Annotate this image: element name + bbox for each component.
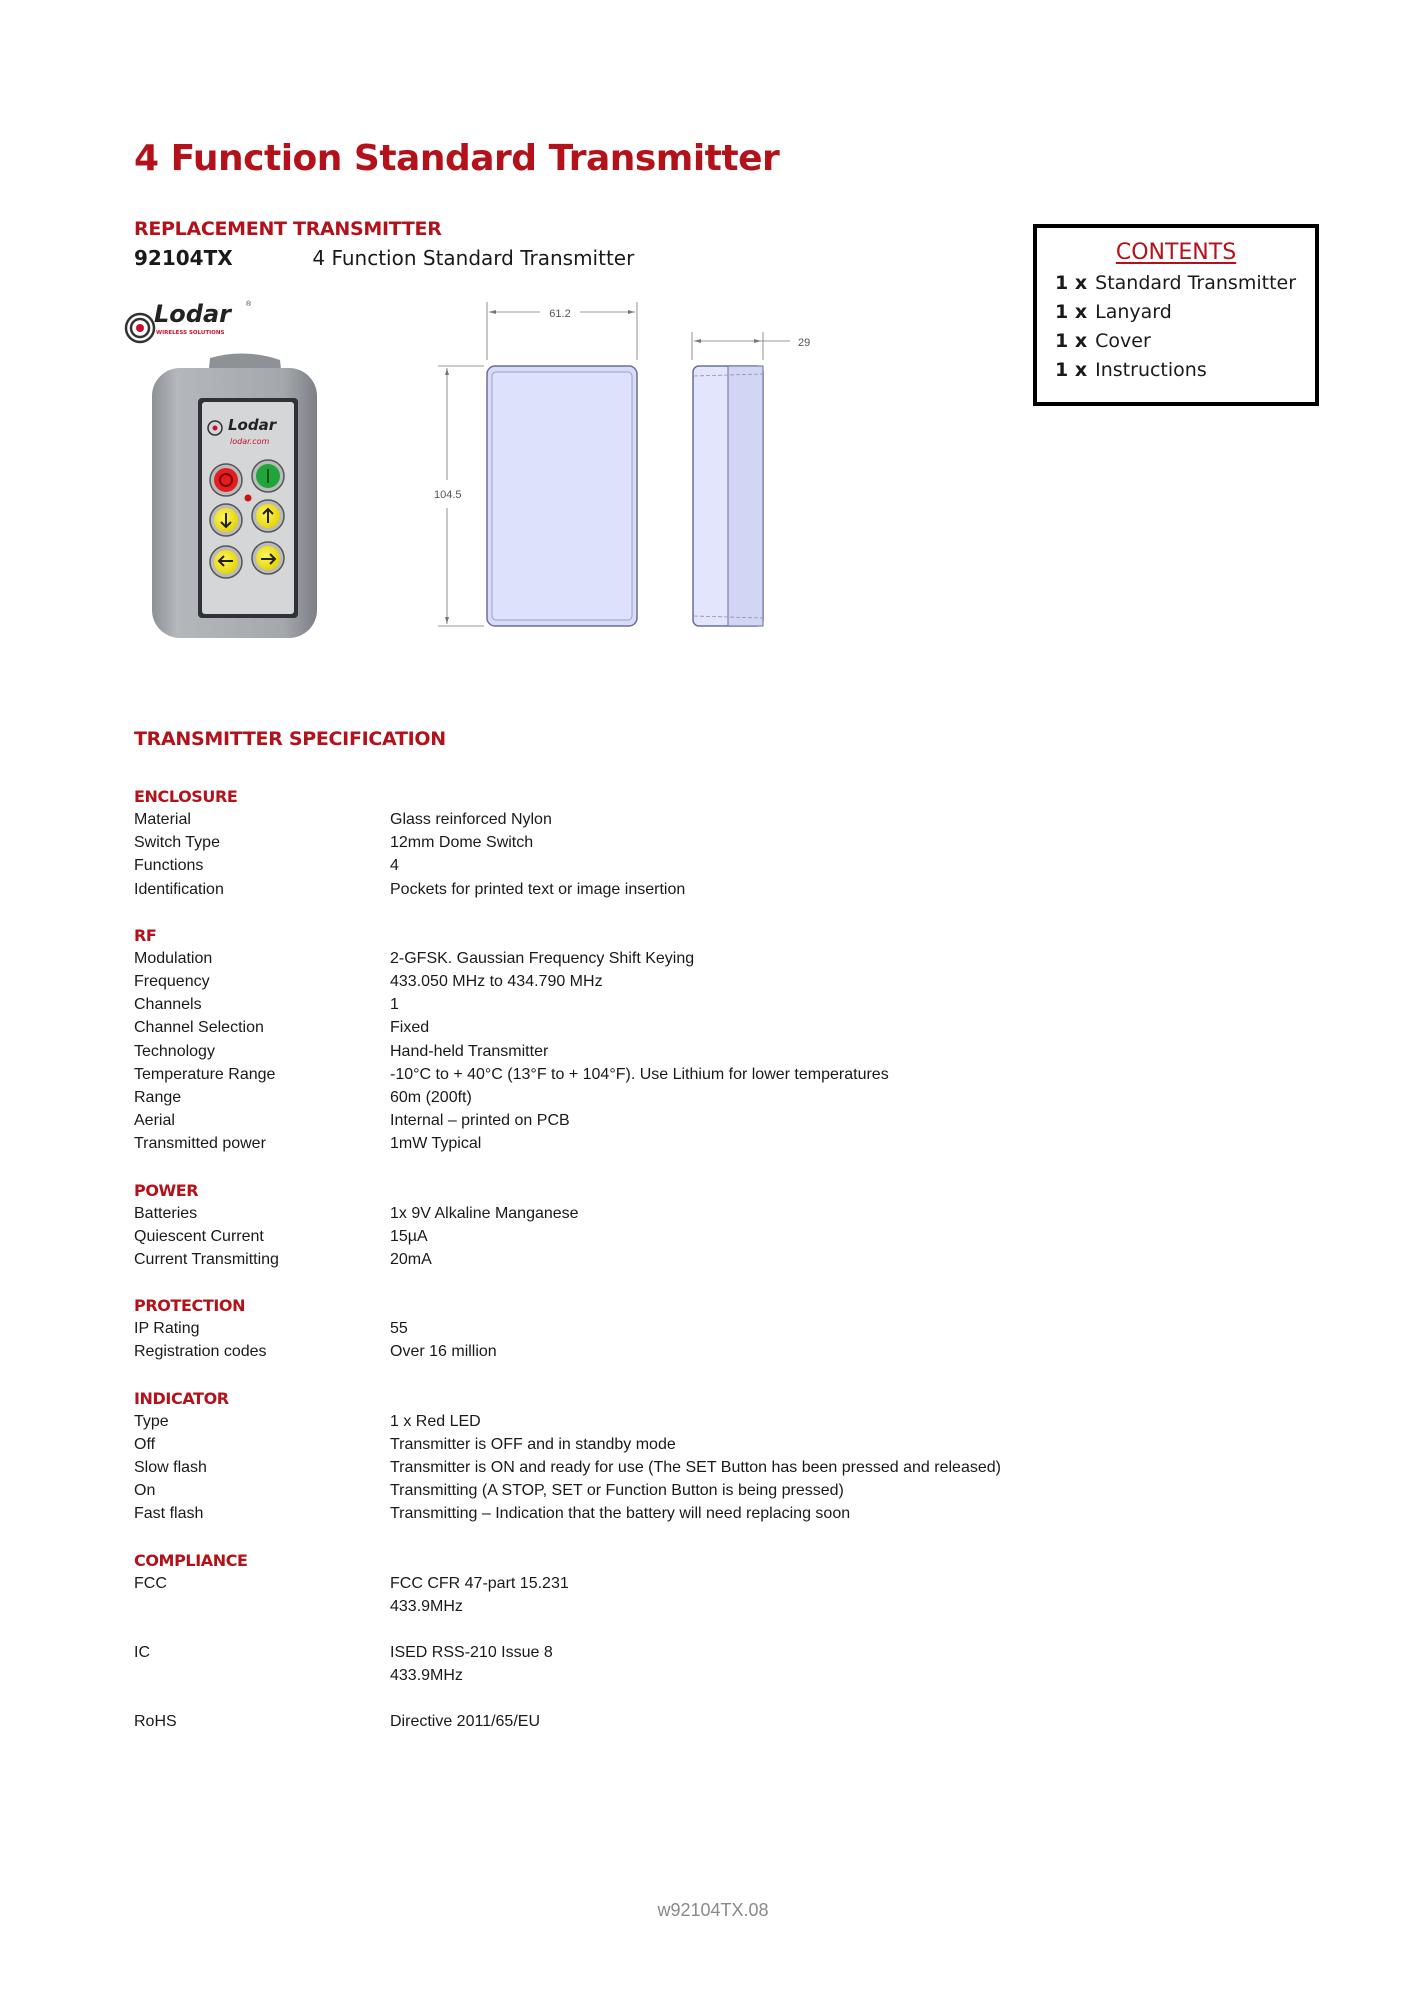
spec-value: Transmitter is ON and ready for use (The SET Button has been pressed and released) <box>390 1459 1001 1477</box>
spec-key: Transmitted power <box>134 1135 266 1153</box>
spec-key: Type <box>134 1412 169 1430</box>
spec-heading: TRANSMITTER SPECIFICATION <box>134 728 446 750</box>
spec-value: 2-GFSK. Gaussian Frequency Shift Keying <box>390 949 695 967</box>
transmitter-photo <box>150 350 325 650</box>
logo-tagline: WIRELESS SOLUTIONS <box>156 330 225 336</box>
spec-value: 12mm Dome Switch <box>390 834 534 852</box>
spec-value: FCC CFR 47-part 15.231 <box>390 1574 569 1592</box>
contents-item <box>1055 327 1297 356</box>
spec-key: Switch Type <box>134 834 220 852</box>
spec-key: Technology <box>134 1042 215 1060</box>
part-row <box>134 246 634 270</box>
spec-key: FCC <box>134 1574 167 1592</box>
compliance-row <box>134 1710 1134 1733</box>
contents-item <box>1055 298 1297 327</box>
spec-key: IP Rating <box>134 1320 200 1338</box>
stop-button-icon <box>210 464 242 496</box>
arrow-left-button-icon <box>210 546 242 578</box>
spec-value: 433.050 MHz to 434.790 MHz <box>390 973 603 991</box>
logo-brand: Lodar <box>154 300 231 328</box>
spec-value: Hand-held Transmitter <box>390 1042 549 1060</box>
spec-value: 20mA <box>390 1251 432 1269</box>
section-title: COMPLIANCE <box>134 1550 248 1570</box>
contents-qty: 1 x <box>1055 301 1088 323</box>
section-title: PROTECTION <box>134 1296 246 1316</box>
spec-key: Batteries <box>134 1204 198 1222</box>
spec-key: Off <box>134 1435 156 1453</box>
spec-row <box>134 970 1134 993</box>
section-rf <box>134 924 1134 1156</box>
spec-key: Aerial <box>134 1112 175 1130</box>
spec-row <box>134 1225 1134 1248</box>
spec-value: -10°C to + 40°C (13°F to + 104°F). Use Lithium for lower temperatures <box>390 1065 889 1083</box>
spec-value: 4 <box>390 857 399 875</box>
contents-qty: 1 x <box>1055 330 1088 352</box>
spec-area <box>134 785 1134 1757</box>
spec-row <box>134 1433 1134 1456</box>
contents-label: Cover <box>1095 330 1151 352</box>
document-reference: w92104TX.08 <box>657 1900 769 1920</box>
contents-item <box>1055 356 1297 385</box>
spec-key: Fast flash <box>134 1505 204 1523</box>
width-dimension-label: 61.2 <box>549 308 571 320</box>
target-icon <box>126 314 154 342</box>
spec-row <box>134 1410 1134 1433</box>
section-compliance <box>134 1549 1134 1734</box>
contents-label: Instructions <box>1095 359 1207 381</box>
spec-key: Temperature Range <box>134 1065 276 1083</box>
section-title: POWER <box>134 1180 199 1200</box>
spec-row <box>134 878 1134 901</box>
spec-row <box>134 1132 1134 1155</box>
spec-key: Slow flash <box>134 1459 207 1477</box>
spec-row <box>134 1063 1134 1086</box>
spec-key: Frequency <box>134 973 210 991</box>
spec-key: Identification <box>134 880 224 898</box>
arrow-right-button-icon <box>252 542 284 574</box>
spec-value-frequency: 433.9MHz <box>390 1597 463 1615</box>
section-power <box>134 1179 1134 1272</box>
spec-value: 1mW Typical <box>390 1135 482 1153</box>
spec-row <box>134 808 1134 831</box>
spec-row <box>134 854 1134 877</box>
spec-value: 1 x Red LED <box>390 1412 481 1430</box>
spec-key: Channels <box>134 996 202 1014</box>
contents-qty: 1 x <box>1055 359 1088 381</box>
compliance-row <box>134 1641 1134 1687</box>
device-url: lodar.com <box>230 437 270 446</box>
spec-value: Transmitter is OFF and in standby mode <box>390 1435 676 1453</box>
part-description: 4 Function Standard Transmitter <box>312 246 635 270</box>
spec-row <box>134 1456 1134 1479</box>
spec-row <box>134 1479 1134 1502</box>
spec-key: Modulation <box>134 949 213 967</box>
contents-label: Standard Transmitter <box>1095 272 1297 294</box>
spec-key: Range <box>134 1089 182 1107</box>
spec-key: Current Transmitting <box>134 1251 279 1269</box>
page-title: 4 Function Standard Transmitter <box>134 138 780 179</box>
compliance-row <box>134 1572 1134 1618</box>
depth-dimension-label: 29 <box>798 337 811 349</box>
spec-key: Registration codes <box>134 1343 267 1361</box>
spec-row <box>134 1109 1134 1132</box>
dimension-drawing <box>420 290 820 630</box>
led-indicator-icon <box>245 495 252 502</box>
start-button-icon <box>252 460 284 492</box>
section-title: ENCLOSURE <box>134 787 238 806</box>
spec-value: Directive 2011/65/EU <box>390 1713 540 1731</box>
registered-mark: ® <box>246 301 252 308</box>
spec-value: Fixed <box>390 1019 430 1037</box>
arrow-down-button-icon <box>210 504 242 536</box>
spec-value: Internal – printed on PCB <box>390 1112 570 1130</box>
spec-key: Functions <box>134 857 204 875</box>
spec-row <box>134 1317 1134 1340</box>
spec-row <box>134 947 1134 970</box>
part-code: 92104TX <box>134 246 233 270</box>
spec-row <box>134 1016 1134 1039</box>
spec-value: ISED RSS-210 Issue 8 <box>390 1644 553 1662</box>
contents-title: CONTENTS <box>1115 240 1237 265</box>
spec-key: Material <box>134 811 191 828</box>
spec-key: On <box>134 1482 156 1500</box>
spec-value: Transmitting – Indication that the battery will need replacing soon <box>390 1505 851 1523</box>
spec-row <box>134 1040 1134 1063</box>
arrow-up-button-icon <box>252 500 284 532</box>
device-brand: Lodar <box>228 416 277 434</box>
height-dimension-label: 104.5 <box>434 489 462 501</box>
spec-key: Quiescent Current <box>134 1227 264 1245</box>
section-title: RF <box>134 925 157 945</box>
replacement-heading: REPLACEMENT TRANSMITTER <box>134 218 442 240</box>
spec-row <box>134 831 1134 854</box>
spec-value: 15µA <box>390 1227 428 1245</box>
spec-row <box>134 1340 1134 1363</box>
contents-label: Lanyard <box>1095 301 1172 323</box>
spec-value: 1x 9V Alkaline Manganese <box>390 1204 579 1222</box>
spec-key: IC <box>134 1644 150 1662</box>
spec-row <box>134 1202 1134 1225</box>
spec-key: Channel Selection <box>134 1019 264 1037</box>
spec-value-frequency: 433.9MHz <box>390 1667 463 1685</box>
contents-box <box>1033 224 1319 406</box>
spec-key: RoHS <box>134 1713 177 1731</box>
spec-row <box>134 993 1134 1016</box>
spec-row <box>134 1502 1134 1525</box>
section-title: INDICATOR <box>134 1388 229 1408</box>
spec-row <box>134 1086 1134 1109</box>
section-protection <box>134 1294 1134 1363</box>
lodar-logo <box>124 298 254 346</box>
spec-value: Glass reinforced Nylon <box>390 811 552 828</box>
spec-row <box>134 1248 1134 1271</box>
spec-value: Over 16 million <box>390 1343 497 1361</box>
section-indicator <box>134 1387 1134 1526</box>
section-enclosure <box>134 785 1134 901</box>
spec-value: Pockets for printed text or image insertion <box>390 880 686 898</box>
spec-value: 1 <box>390 996 399 1014</box>
contents-item <box>1055 269 1297 298</box>
contents-qty: 1 x <box>1055 272 1088 294</box>
spec-value: 55 <box>390 1320 408 1338</box>
spec-value: 60m (200ft) <box>390 1089 472 1107</box>
spec-value: Transmitting (A STOP, SET or Function Button is being pressed) <box>390 1482 844 1500</box>
